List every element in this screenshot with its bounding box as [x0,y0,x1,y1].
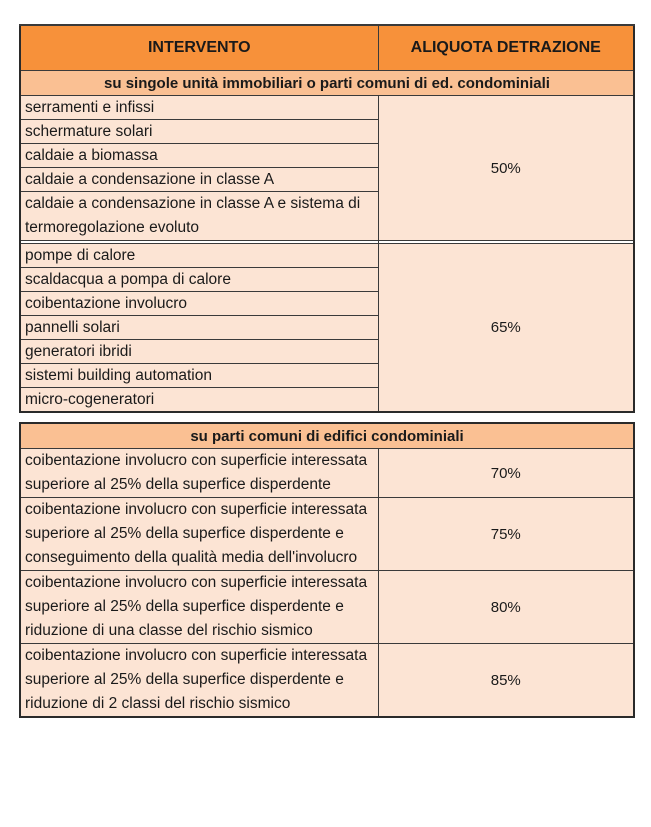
intervento-cell: pannelli solari [20,316,378,340]
intervento-cell: sistemi building automation [20,364,378,388]
section-title: su singole unità immobiliari o parti comuni di ed. condominiali [20,71,634,96]
intervento-cell: coibentazione involucro [20,292,378,316]
intervento-cell: generatori ibridi [20,340,378,364]
table-header-row [20,25,634,71]
aliquota-cell: 70% [378,449,634,498]
detrazioni-table-singole [19,24,635,413]
intervento-cell: caldaie a condensazione in classe A [20,168,378,192]
table-row [20,96,634,120]
intervento-cell: coibentazione involucro con superficie interessata superiore al 25% della superfice disperdente [20,449,378,498]
intervento-cell: scaldacqua a pompa di calore [20,268,378,292]
intervento-cell: pompe di calore [20,244,378,268]
intervento-cell: coibentazione involucro con superficie interessata superiore al 25% della superfice disperdente e riduzione di 2 classi del rischio sismico [20,644,378,718]
header-intervento: INTERVENTO [20,25,378,71]
table-row [20,644,634,718]
intervento-cell: coibentazione involucro con superficie interessata superiore al 25% della superfice disperdente e conseguimento della qualità media dell'involucro [20,498,378,571]
intervento-cell: coibentazione involucro con superficie interessata superiore al 25% della superfice disperdente e riduzione di una classe del rischio sismico [20,571,378,644]
intervento-cell: serramenti e infissi [20,96,378,120]
aliquota-cell: 50% [378,96,634,241]
aliquota-cell: 80% [378,571,634,644]
aliquota-cell: 75% [378,498,634,571]
intervento-cell: schermature solari [20,120,378,144]
table-row [20,449,634,498]
table-row [20,571,634,644]
aliquota-cell: 65% [378,244,634,413]
section-title-row [20,423,634,449]
section-title: su parti comuni di edifici condominiali [20,423,634,449]
aliquota-cell: 85% [378,644,634,718]
intervento-cell: caldaie a condensazione in classe A e sistema di termoregolazione evoluto [20,192,378,241]
table-row [20,244,634,268]
detrazioni-table-condominiali [19,422,635,718]
intervento-cell: caldaie a biomassa [20,144,378,168]
table-row [20,498,634,571]
header-aliquota: ALIQUOTA DETRAZIONE [378,25,634,71]
section-title-row [20,71,634,96]
intervento-cell: micro-cogeneratori [20,388,378,413]
